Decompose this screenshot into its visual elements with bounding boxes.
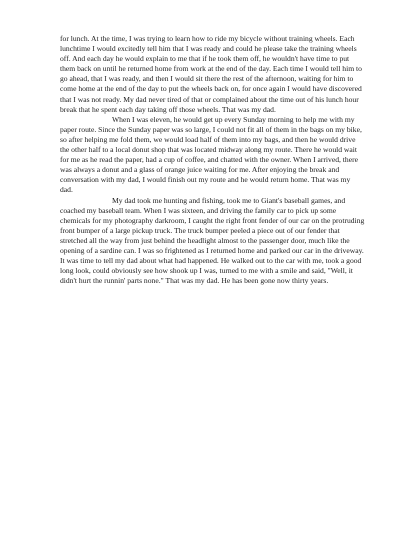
- body-text: [60, 34, 365, 286]
- paragraph-1: for lunch. At the time, I was trying to learn how to ride my bicycle without training wheels. Each lunchtime I would excitedly tell him that I was ready and could he please take the training wheels off. And each day he would explain to me that if he took them off, he wouldn't have time to put them back on until he returned home from work at the end of the day. Each time I would tell him to go ahead, that I was ready, and then I would sit there the rest of the afternoon, waiting for him to come home at the end of the day to put the wheels back on, for once again I would have discovered that I was not ready. My dad never tired of that or complained about the time out of his lunch hour break that he spent each day taking off those wheels. That was my dad.: [60, 34, 362, 114]
- paragraph-2: When I was eleven, he would get up every Sunday morning to help me with my paper route. Since the Sunday paper was so large, I could not fit all of them in the bags on my bike, so after helping me fold them, we would load half of them into my bags, and then he would drive the other half to a local donut shop that was located midway along my route. There he would wait for me as he read the paper, had a cup of coffee, and chatted with the owner. When I arrived, there was always a donut and a glass of orange juice waiting for me. After enjoying the break and conversation with my dad, I would finish out my route and he would return home. That was my dad.: [60, 114, 362, 195]
- paragraph-3: My dad took me hunting and fishing, took me to Giant's baseball games, and coached my baseball team. When I was sixteen, and driving the family car to pick up some chemicals for my photography darkroom, I caught the right front fender of our car on the protruding front bumper of a large pickup truck. The truck bumper peeled a piece out of our fender that stretched all the way from just behind the headlight almost to the passenger door, much like the opening of a sardine can. I was so frightened as I returned home and parked our car in the driveway. It was time to tell my dad about what had happened. He walked out to the car with me, took a good long look, could obviously see how shook up I was, turned to me with a smile and said, "Well, it didn't hurt the runnin' parts none." That was my dad. He has been gone now thirty years.: [60, 195, 365, 286]
